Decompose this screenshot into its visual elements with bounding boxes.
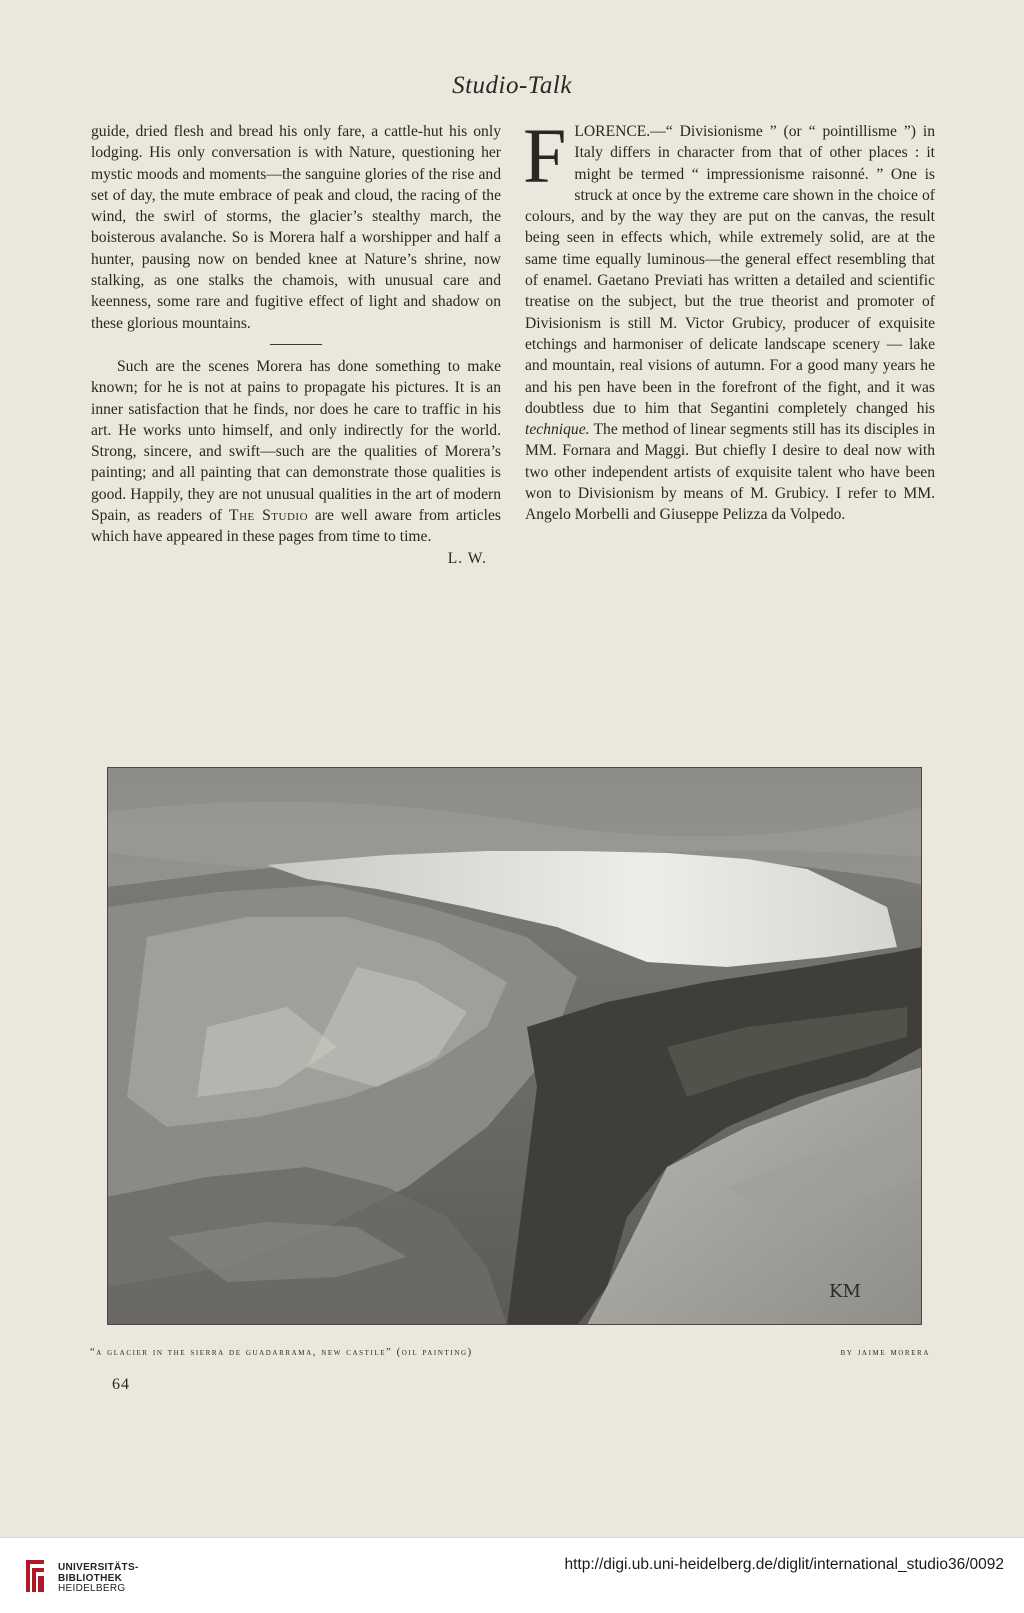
lead-word: LORENCE.	[574, 123, 651, 140]
italic-term: technique.	[525, 421, 590, 439]
right-column	[523, 112, 935, 526]
library-name: UNIVERSITÄTS- BIBLIOTHEK HEIDELBERG	[58, 1562, 139, 1594]
drop-cap: F	[523, 112, 567, 199]
caption-title: “a glacier in the sierra de guadarrama, new castile” (oil painting)	[90, 1347, 473, 1358]
left-column	[91, 121, 501, 569]
library-logo-icon	[18, 1556, 52, 1596]
left-paragraph-2: Such are the scenes Morera has done something to make known; for he is not at pains to propagate his pictures. It is an inner satisfaction that he finds, nor does he care to traffic in his art. He works unto himself, and only indirectly for the world. Strong, sincere, and swift—such are the qualities of Morera’s painting; and all painting that can demonstrate those qualities is good. Happily, they are not unusual qualities in the art of modern Spain, as readers of The Studio are well aware from articles which have appeared in these pages from time to time. L. W.	[91, 356, 501, 548]
digitization-footer	[0, 1537, 1024, 1613]
glacier-painting	[107, 767, 922, 1325]
plate-caption	[90, 1347, 930, 1358]
right-paragraph: FLORENCE.—“ Divisionisme ” (or “ pointillisme ”) in Italy differs in character from that of other places : it might be termed “ impressionisme raisonné. ” One is struck at once by the extreme care shown in the choice of colours, and by the way they are put on the canvas, the result being seen in effects which, while extremely solid, are at the same time equally luminous—the general effect resembling that of enamel. Gaetano Previati has written a detailed and scientific treatise on the subject, but the true theorist and promoter of Divisionism is still M. Victor Grubicy, producer of exquisite etchings and harmoniser of delicate landscape scenery — lake and mountain, real visions of autumn. For a good many years he and his pen have been in the forefront of the fight, and it was doubtless due to him that Segantini completely changed his technique. The method of linear segments still has its disciples in MM. Fornara and Maggi. But chiefly I desire to deal now with two other independent artists of exquisite talent who have been won to Divisionism by means of M. Grubicy. I refer to MM. Angelo Morbelli and Giuseppe Pelizza da Volpedo.	[523, 112, 935, 524]
page-number: 64	[112, 1376, 130, 1393]
artist-monogram: KM	[829, 1281, 861, 1302]
author-signature: L. W.	[447, 549, 487, 567]
section-divider	[270, 344, 322, 345]
journal-name: The Studio	[229, 507, 309, 525]
caption-credit: by jaime morera	[840, 1347, 930, 1358]
source-url-link[interactable]: http://digi.ub.uni-heidelberg.de/diglit/international_studio36/0092	[564, 1556, 1004, 1573]
painting-plate	[107, 767, 922, 1325]
running-header: Studio-Talk	[452, 72, 572, 99]
left-paragraph-1: guide, dried flesh and bread his only fare, a cattle-hut his only lodging. His only conversation is with Nature, questioning her mystic moods and moments—the sanguine glories of the rise and set of day, the mute embrace of peak and cloud, the racing of the wind, the swirl of storms, the glacier’s stealthy march, the boisterous avalanche. So is Morera half a worshipper and half a hunter, pausing now on bended knee at Nature’s shrine, now stalking, as one stalks the chamois, with unusual care and keenness, some rare and fugitive effect of light and shadow on these glorious mountains.	[91, 123, 501, 332]
